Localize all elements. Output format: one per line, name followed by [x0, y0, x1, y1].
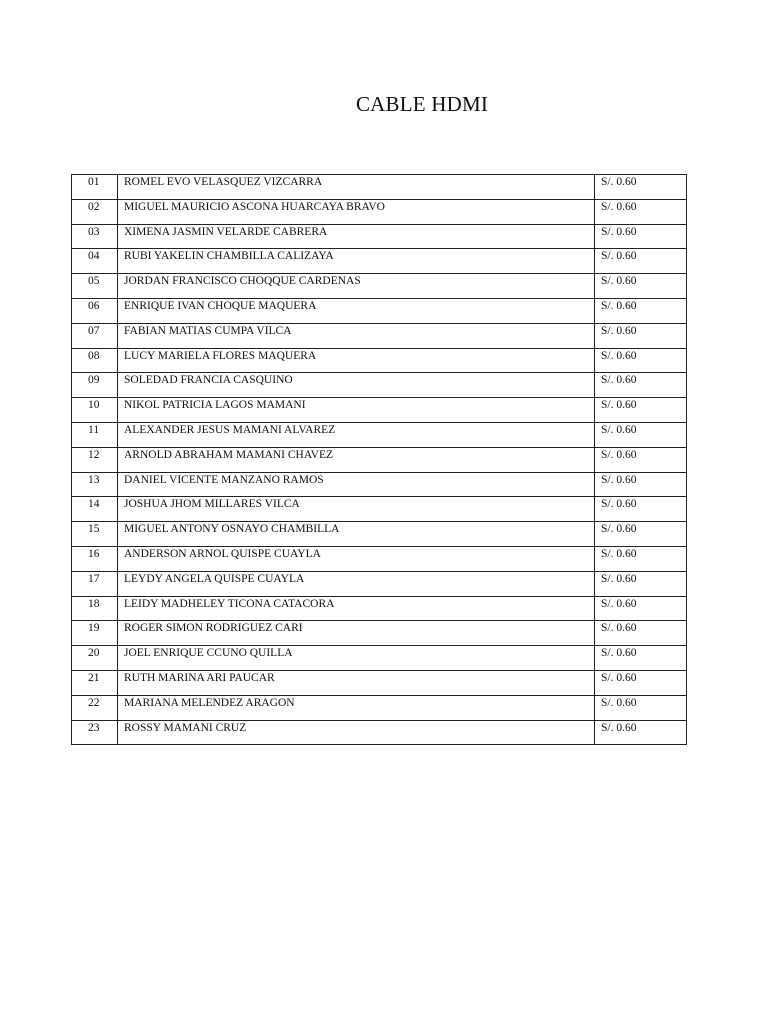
- student-name: SOLEDAD FRANCIA CASQUINO: [118, 373, 595, 398]
- student-name: FABIAN MATIAS CUMPA VILCA: [118, 323, 595, 348]
- payment-amount: S/. 0.60: [595, 274, 687, 299]
- row-number: 01: [72, 175, 118, 200]
- student-name: JOSHUA JHOM MILLARES VILCA: [118, 497, 595, 522]
- table-row: [72, 497, 687, 522]
- payment-amount: S/. 0.60: [595, 472, 687, 497]
- payment-amount: S/. 0.60: [595, 323, 687, 348]
- row-number: 04: [72, 249, 118, 274]
- student-name: NIKOL PATRICIA LAGOS MAMANI: [118, 398, 595, 423]
- student-name: XIMENA JASMIN VELARDE CABRERA: [118, 224, 595, 249]
- payment-amount: S/. 0.60: [595, 298, 687, 323]
- table-row: [72, 522, 687, 547]
- table-row: [72, 571, 687, 596]
- row-number: 19: [72, 621, 118, 646]
- payment-amount: S/. 0.60: [595, 224, 687, 249]
- student-name: ENRIQUE IVAN CHOQUE MAQUERA: [118, 298, 595, 323]
- document-title: CABLE HDMI: [355, 92, 489, 116]
- payment-amount: S/. 0.60: [595, 522, 687, 547]
- row-number: 22: [72, 695, 118, 720]
- row-number: 02: [72, 199, 118, 224]
- table-row: [72, 596, 687, 621]
- student-payment-table: [71, 174, 687, 745]
- payment-amount: S/. 0.60: [595, 348, 687, 373]
- table-row: [72, 199, 687, 224]
- row-number: 21: [72, 670, 118, 695]
- table-row: [72, 274, 687, 299]
- payment-amount: S/. 0.60: [595, 621, 687, 646]
- row-number: 15: [72, 522, 118, 547]
- row-number: 18: [72, 596, 118, 621]
- student-name: LEIDY MADHELEY TICONA CATACORA: [118, 596, 595, 621]
- row-number: 07: [72, 323, 118, 348]
- payment-amount: S/. 0.60: [595, 175, 687, 200]
- row-number: 14: [72, 497, 118, 522]
- payment-amount: S/. 0.60: [595, 497, 687, 522]
- table-row: [72, 720, 687, 745]
- student-name: ROGER SIMON RODRIGUEZ CARI: [118, 621, 595, 646]
- payment-amount: S/. 0.60: [595, 199, 687, 224]
- row-number: 03: [72, 224, 118, 249]
- payment-amount: S/. 0.60: [595, 373, 687, 398]
- student-name: DANIEL VICENTE MANZANO RAMOS: [118, 472, 595, 497]
- table-row: [72, 422, 687, 447]
- payment-amount: S/. 0.60: [595, 596, 687, 621]
- table-row: [72, 621, 687, 646]
- student-name: RUBI YAKELIN CHAMBILLA CALIZAYA: [118, 249, 595, 274]
- student-name: ALEXANDER JESUS MAMANI ALVAREZ: [118, 422, 595, 447]
- student-name: MIGUEL MAURICIO ASCONA HUARCAYA BRAVO: [118, 199, 595, 224]
- payment-amount: S/. 0.60: [595, 695, 687, 720]
- payment-amount: S/. 0.60: [595, 398, 687, 423]
- payment-amount: S/. 0.60: [595, 646, 687, 671]
- row-number: 23: [72, 720, 118, 745]
- row-number: 10: [72, 398, 118, 423]
- table-row: [72, 224, 687, 249]
- payment-amount: S/. 0.60: [595, 447, 687, 472]
- row-number: 20: [72, 646, 118, 671]
- student-name: ANDERSON ARNOL QUISPE CUAYLA: [118, 546, 595, 571]
- row-number: 06: [72, 298, 118, 323]
- table-row: [72, 447, 687, 472]
- row-number: 17: [72, 571, 118, 596]
- table-row: [72, 373, 687, 398]
- student-name: LEYDY ANGELA QUISPE CUAYLA: [118, 571, 595, 596]
- payment-amount: S/. 0.60: [595, 422, 687, 447]
- student-name: JOEL ENRIQUE CCUNO QUILLA: [118, 646, 595, 671]
- table-row: [72, 398, 687, 423]
- row-number: 11: [72, 422, 118, 447]
- payment-amount: S/. 0.60: [595, 720, 687, 745]
- student-name: ARNOLD ABRAHAM MAMANI CHAVEZ: [118, 447, 595, 472]
- table-row: [72, 348, 687, 373]
- table-row: [72, 670, 687, 695]
- student-name: RUTH MARINA ARI PAUCAR: [118, 670, 595, 695]
- table-row: [72, 249, 687, 274]
- payment-amount: S/. 0.60: [595, 670, 687, 695]
- table-row: [72, 298, 687, 323]
- row-number: 05: [72, 274, 118, 299]
- student-name: LUCY MARIELA FLORES MAQUERA: [118, 348, 595, 373]
- student-name: MARIANA MELENDEZ ARAGON: [118, 695, 595, 720]
- table-row: [72, 472, 687, 497]
- row-number: 13: [72, 472, 118, 497]
- student-name: ROSSY MAMANI CRUZ: [118, 720, 595, 745]
- payment-amount: S/. 0.60: [595, 249, 687, 274]
- table-row: [72, 323, 687, 348]
- student-name: JORDAN FRANCISCO CHOQQUE CARDENAS: [118, 274, 595, 299]
- row-number: 16: [72, 546, 118, 571]
- row-number: 09: [72, 373, 118, 398]
- table-row: [72, 175, 687, 200]
- student-name: MIGUEL ANTONY OSNAYO CHAMBILLA: [118, 522, 595, 547]
- table-row: [72, 546, 687, 571]
- student-name: ROMEL EVO VELASQUEZ VIZCARRA: [118, 175, 595, 200]
- payment-amount: S/. 0.60: [595, 546, 687, 571]
- row-number: 08: [72, 348, 118, 373]
- row-number: 12: [72, 447, 118, 472]
- payment-amount: S/. 0.60: [595, 571, 687, 596]
- table-body: [72, 175, 687, 745]
- table-row: [72, 695, 687, 720]
- table-row: [72, 646, 687, 671]
